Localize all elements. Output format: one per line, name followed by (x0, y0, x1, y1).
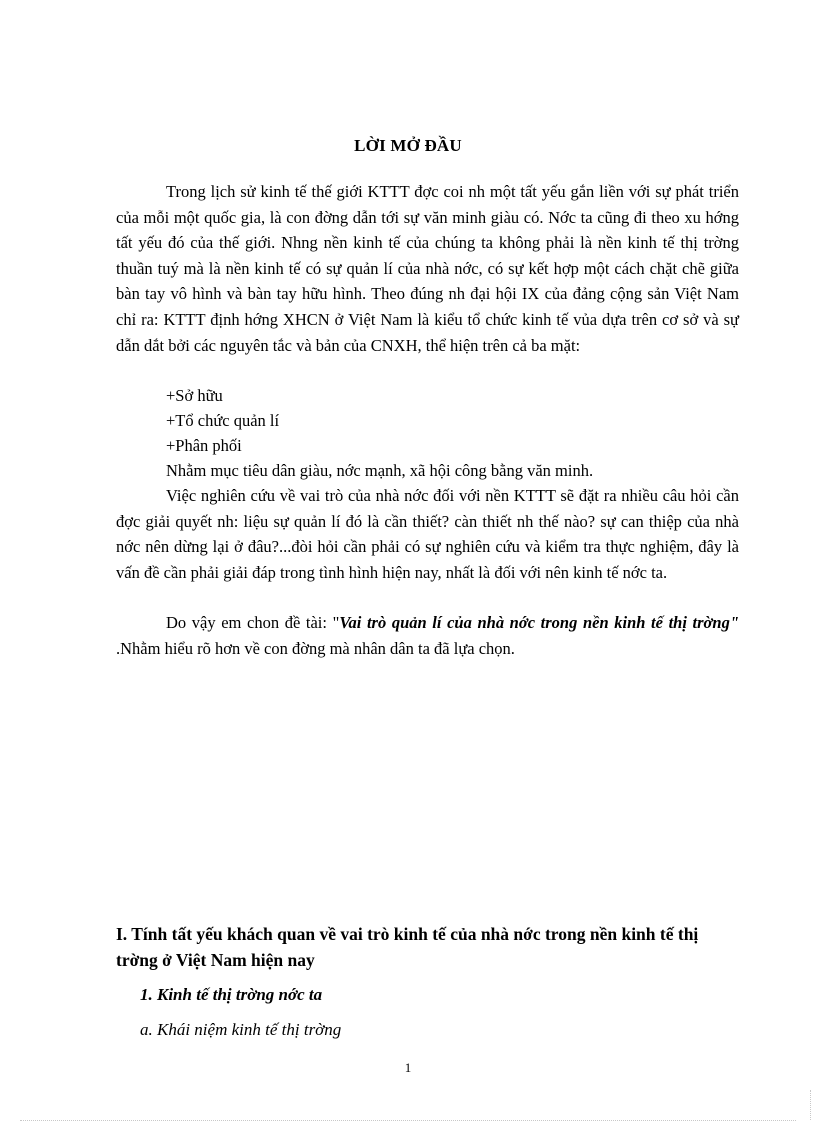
topic-paragraph (116, 610, 739, 661)
list-item: +Sở hữu (166, 386, 223, 405)
topic-suffix: .Nhằm hiểu rõ hơn về con đờng mà nhân dân ta đã lựa chọn. (116, 638, 515, 658)
goal-line: Nhằm mục tiêu dân giàu, nớc mạnh, xã hội công bằng văn minh. (166, 461, 594, 480)
intro-paragraph: Trong lịch sử kinh tế thế giới KTTT đợc coi nh một tất yếu gắn liền với sự phát triển của mỗi một quốc gia, là con đờng dẫn tới sự văn minh giàu có. Nớc ta cũng đi theo xu hớng tất yếu đó của thế giới. Nhng nền kinh tế của chúng ta không phải là nền kinh tế thị trờng thuần tuý mà là nền kinh tế có sự quản lí của nhà nớc, có sự kết hợp một cách chặt chẽ giữa bàn tay vô hình và bàn tay hữu hình. Theo đúng nh đại hội IX của đảng cộng sản Việt Nam chỉ ra: KTTT định hớng XHCN ở Việt Nam là kiểu tổ chức kinh tế vủa dựa trên cơ sở và sự dẫn dắt bởi các nguyên tắc và bản của CNXH, thể hiện trên cả ba mặt: (116, 182, 739, 355)
subsection-heading: 1. Kinh tế thị trờng nớc ta (140, 985, 323, 1004)
topic-prefix: Do vậy em chon đề tài: " (166, 613, 340, 632)
page-border-right (810, 1090, 811, 1120)
list-item: +Phân phối (166, 436, 242, 455)
research-paragraph: Việc nghiên cứu về vai trò của nhà nớc đối với nền KTTT sẽ đặt ra nhiều câu hỏi cần đợc giải quyết nh: liệu sự quản lí đó là cần thiết? càn thiết nh thế nào? sự can thiệp của nhà nớc nên dừng lại ở đâu?...đòi hỏi cần phải có sự nghiên cứu và kiểm tra thực nghiệm, đây là vấn đề cần phải giải đáp trong tình hình hiện nay, nhất là đối với nên kinh tế nớc ta. (116, 486, 739, 582)
topic-title: Vai trò quản lí của nhà nớc trong nền kinh tế thị trờng" (339, 613, 739, 632)
page-title: LỜI MỞ ĐẦU (354, 136, 462, 155)
list-item: +Tổ chức quản lí (166, 411, 280, 430)
page-number: 1 (404, 1060, 412, 1075)
sub-subsection-heading: a. Khái niệm kinh tế thị trờng (140, 1020, 342, 1039)
page-border-bottom (20, 1120, 796, 1121)
section-heading: I. Tính tất yếu khách quan về vai trò kinh tế của nhà nớc trong nền kinh tế thị trờng ở Việt Nam hiện nay (116, 924, 699, 970)
